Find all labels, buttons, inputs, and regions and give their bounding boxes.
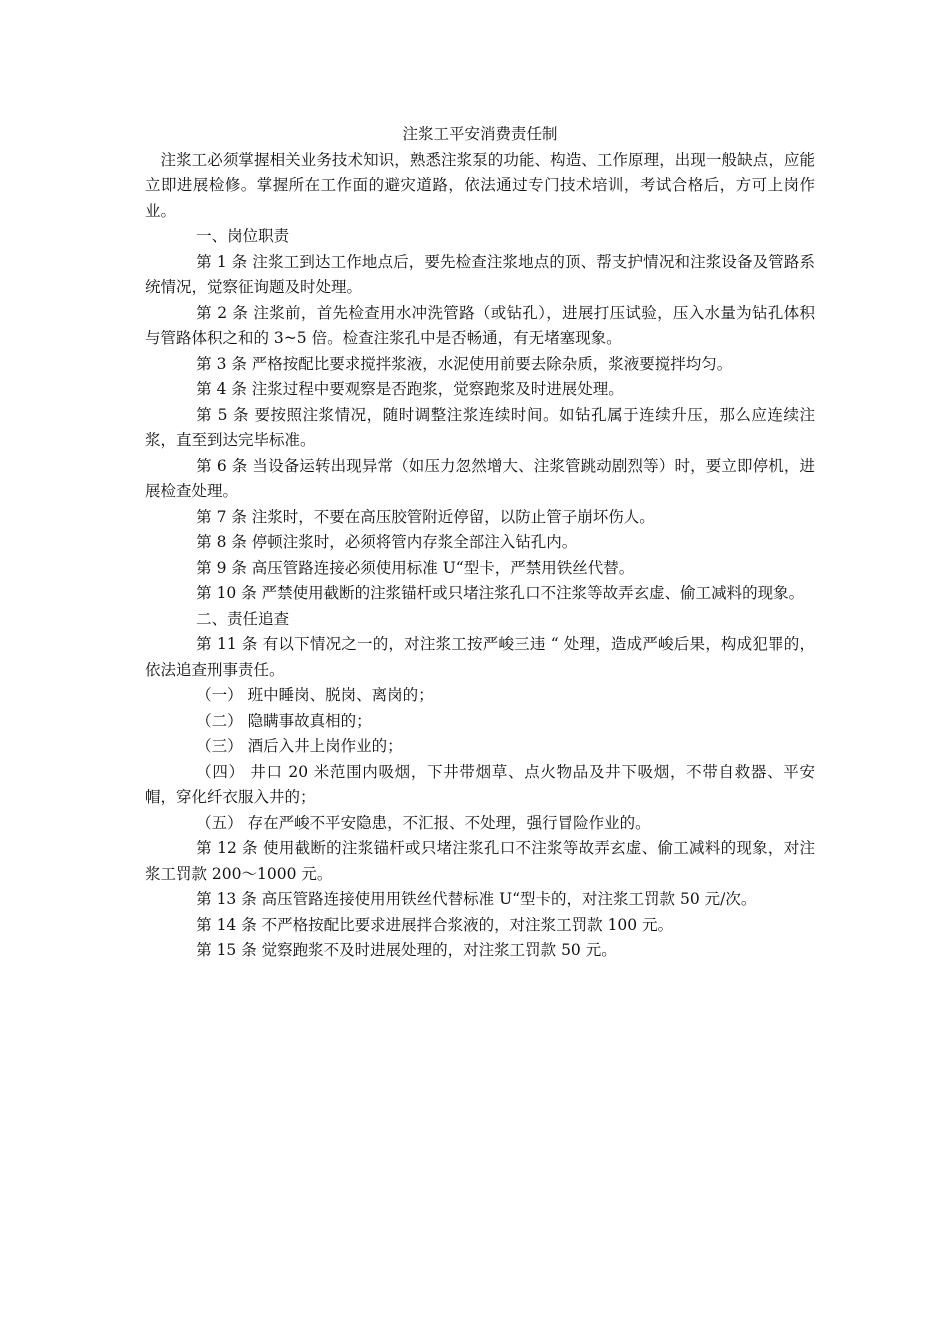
article-10: 第 10 条 严禁使用截断的注浆锚杆或只堵注浆孔口不注浆等故弄玄虚、偷工减料的现象。 (196, 584, 805, 602)
article-1: 第 1 条 注浆工到达工作地点后，要先检查注浆地点的顶、帮支护情况和注浆设备及管路系统情况，觉察征询题及时处理。 (145, 252, 815, 296)
article-7: 第 7 条 注浆时，不要在高压胶管附近停留，以防止管子崩坏伤人。 (196, 507, 655, 526)
article-6: 第 6 条 当设备运转出现异常（如压力忽然增大、注浆管跳动剧烈等）时，要立即停机，进展检查处理。 (145, 456, 815, 500)
article-11: 第 11 条 有以下情况之一的，对注浆工按严峻三违 “ 处理，造成严峻后果，构成犯罪的，依法追查刑事责任。 (145, 635, 815, 679)
section-heading-duties: 一、岗位职责 (196, 227, 290, 245)
article-13: 第 13 条 高压管路连接使用用铁丝代替标准 U“型卡的，对注浆工罚款 50 元/次。 (196, 890, 757, 908)
article-2: 第 2 条 注浆前，首先检查用水冲洗管路（或钻孔），进展打压试验，压入水量为钻孔体积与管路体积之和的 3~5 倍。检查注浆孔中是否畅通，有无堵塞现象。 (145, 303, 815, 347)
article-8: 第 8 条 停顿注浆时，必须将管内存浆全部注入钻孔内。 (196, 533, 578, 551)
article-14: 第 14 条 不严格按配比要求进展拌合浆液的，对注浆工罚款 100 元。 (196, 915, 674, 934)
article-12: 第 12 条 使用截断的注浆锚杆或只堵注浆孔口不注浆等故弄玄虚、偷工减料的现象，对注浆工罚款 200～1000 元。 (145, 839, 815, 883)
article-3: 第 3 条 严格按配比要求搅拌浆液，水泥使用前要去除杂质，浆液要搅拌均匀。 (196, 354, 733, 373)
document-page (145, 122, 815, 964)
list-item-1: （一） 班中睡岗、脱岗、离岗的； (196, 686, 434, 704)
article-9: 第 9 条 高压管路连接必须使用标准 U“型卡，严禁用铁丝代替。 (196, 558, 635, 577)
list-item-2: （二） 隐瞒事故真相的； (196, 711, 372, 730)
list-item-4: （四） 井口 20 米范围内吸烟，下井带烟草、点火物品及井下吸烟，不带自救器、平安帽，穿化纤衣服入井的； (145, 762, 815, 806)
intro-paragraph: 注浆工必须掌握相关业务技术知识，熟悉注浆泵的功能、构造、工作原理，出现一般缺点，应能立即进展检修。掌握所在工作面的避灾道路，依法通过专门技术培训，考试合格后，方可上岗作业。 (145, 150, 815, 220)
list-item-3: （三） 酒后入井上岗作业的； (196, 737, 403, 755)
list-item-5: （五） 存在严峻不平安隐患，不汇报、不处理，强行冒险作业的。 (196, 813, 651, 832)
article-4: 第 4 条 注浆过程中要观察是否跑浆，觉察跑浆及时进展处理。 (196, 380, 624, 398)
article-15: 第 15 条 觉察跑浆不及时进展处理的，对注浆工罚款 50 元。 (196, 941, 617, 959)
article-5: 第 5 条 要按照注浆情况，随时调整注浆连续时间。如钻孔属于连续升压，那么应连续注浆，直至到达完毕标准。 (145, 405, 815, 449)
document-title: 注浆工平安消费责任制 (402, 125, 558, 143)
section-heading-accountability: 二、责任追查 (196, 609, 290, 628)
